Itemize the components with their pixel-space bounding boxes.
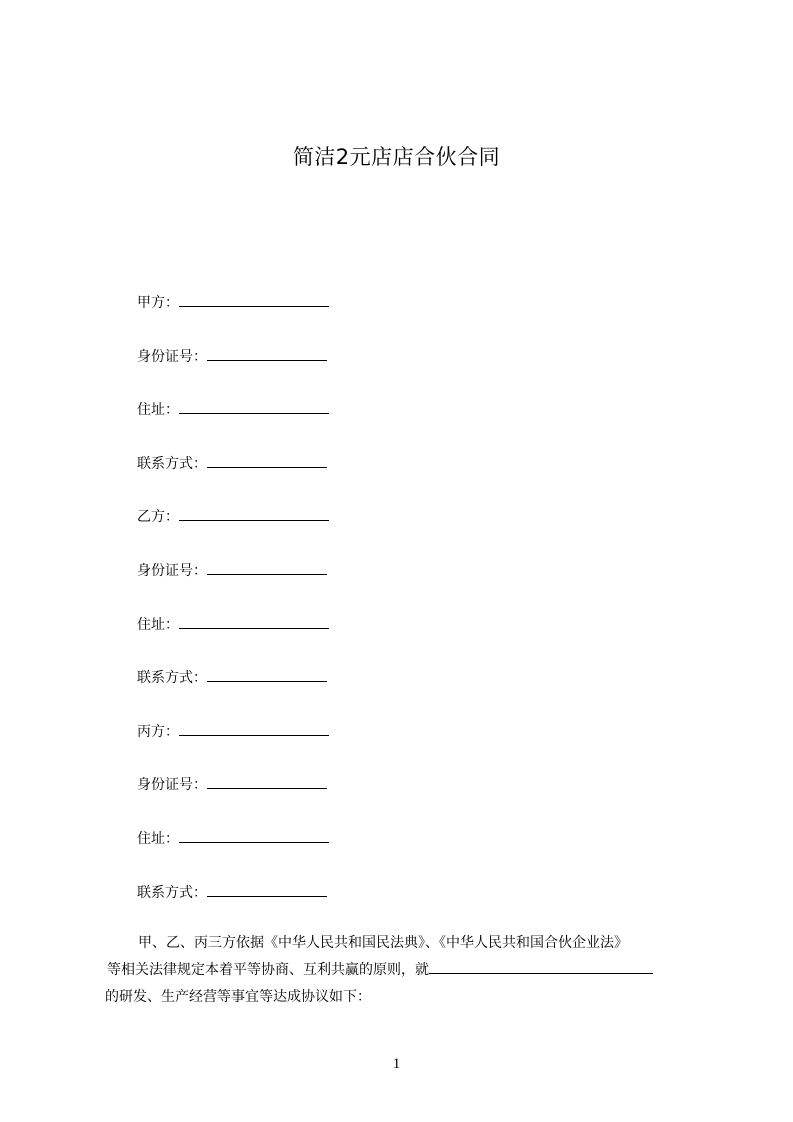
field-label: 联系方式：	[137, 885, 207, 901]
party-field	[137, 829, 329, 848]
document-title: 简洁2元店店合伙合同	[292, 145, 501, 169]
fill-in-blank	[207, 775, 327, 789]
field-label: 身份证号：	[137, 563, 207, 579]
party-field	[137, 561, 327, 580]
field-label: 联系方式：	[137, 456, 207, 472]
fill-in-blank	[179, 507, 329, 521]
party-field	[137, 347, 327, 366]
party-field	[137, 668, 327, 687]
fill-in-blank	[179, 829, 329, 843]
fill-in-blank	[207, 347, 327, 361]
party-field	[137, 454, 327, 473]
field-label: 丙方：	[137, 724, 179, 740]
field-label: 身份证号：	[137, 349, 207, 365]
intro-line-3: 的研发、生产经营等事宜等达成协议如下：	[105, 989, 371, 1005]
fill-in-blank	[179, 615, 329, 629]
party-field	[137, 775, 327, 794]
field-label: 身份证号：	[137, 777, 207, 793]
party-field	[137, 722, 329, 741]
fill-in-blank	[179, 293, 329, 307]
party-field	[137, 400, 329, 419]
party-field	[137, 293, 329, 312]
fill-in-blank	[207, 454, 327, 468]
page-number: 1	[392, 1056, 401, 1072]
field-label: 联系方式：	[137, 670, 207, 686]
field-label: 住址：	[137, 402, 179, 418]
field-label: 乙方：	[137, 509, 179, 525]
intro-line-2	[107, 959, 653, 979]
party-field	[137, 507, 329, 526]
fill-in-blank	[207, 883, 327, 897]
fill-in-blank	[179, 722, 329, 736]
party-field	[137, 615, 329, 634]
party-field	[137, 883, 327, 902]
subject-blank	[429, 960, 653, 974]
fill-in-blank	[179, 400, 329, 414]
fill-in-blank	[207, 668, 327, 682]
field-label: 住址：	[137, 617, 179, 633]
intro-line-2-text: 等相关法律规定本着平等协商、互利共赢的原则，就	[107, 962, 429, 978]
intro-line-1: 甲、乙、丙三方依据《中华人民共和国民法典》、《中华人民共和国合伙企业法》	[138, 935, 628, 951]
field-label: 甲方：	[137, 295, 179, 311]
fill-in-blank	[207, 561, 327, 575]
field-label: 住址：	[137, 831, 179, 847]
